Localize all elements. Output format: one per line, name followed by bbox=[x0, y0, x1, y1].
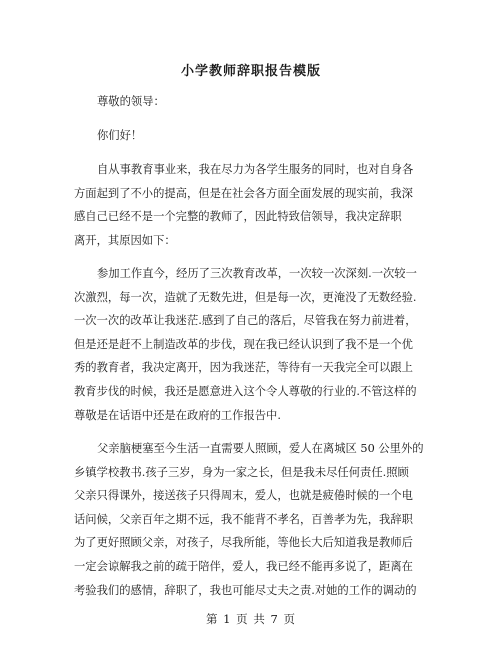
paragraph-line: 但是还是赶不上制造改革的步伐，现在我已经认识到了我不是一个优 bbox=[74, 337, 413, 351]
paragraph-line: 为了更好照顾父亲，对孩子，尽我所能，等他长大后知道我是教师后 bbox=[74, 536, 413, 550]
document-title: 小学教师辞职报告模版 bbox=[180, 64, 321, 79]
paragraph-line: 父亲脑梗塞至今生活一直需要人照顾，爱人在离城区 50 公里外的 bbox=[97, 442, 424, 455]
paragraph-line: 话问候，父亲百年之期不远，我不能背不孝名，百善孝为先，我辞职 bbox=[74, 512, 413, 526]
paragraph-line: 乡镇学校教书.孩子三岁，身为一家之长，但是我未尽任何责任.照顾 bbox=[74, 465, 409, 479]
paragraph-line: 自从事教育事业来，我在尽力为各学生服务的同时，也对自身各 bbox=[97, 163, 414, 176]
paragraph-line: 方面起到了不小的提高，但是在社会各方面全面发展的现实前，我深 bbox=[74, 186, 413, 200]
paragraph-line: 离开，其原因如下： bbox=[74, 233, 176, 247]
paragraph-line: 考验我们的感情，辞职了，我也可能尽丈夫之责.对她的工作的调动的 bbox=[74, 583, 417, 597]
paragraph-line: 感自己已经不是一个完整的教师了，因此特致信领导，我决定辞职 bbox=[74, 210, 402, 224]
greeting bbox=[74, 124, 434, 148]
salutation bbox=[74, 90, 434, 114]
paragraph-1 bbox=[74, 158, 434, 252]
paragraph-line: 秀的教育者，我决定离开，因为我迷茫，等待有一天我完全可以跟上 bbox=[74, 361, 413, 375]
paragraph-line: 尊敬是在话语中还是在政府的工作报告中. bbox=[74, 408, 281, 422]
paragraph-line: 一次一次的改革让我迷茫.感到了自己的落后，尽管我在努力前进着， bbox=[74, 314, 417, 328]
paragraph-2 bbox=[74, 262, 434, 427]
paragraph-line: 父亲只得课外，接送孩子只得周末，爱人，也就是疲倦时候的一个电 bbox=[74, 489, 413, 503]
paragraph-line: 参加工作直今，经历了三次教育改革，一次较一次深刻.一次较一 bbox=[97, 267, 417, 280]
greeting-text: 你们好！ bbox=[97, 129, 143, 142]
salutation-text: 尊敬的领导： bbox=[97, 95, 165, 108]
paragraph-line: 一定会谅解我之前的疏于陪伴，爱人，我已经不能再多说了，距离在 bbox=[74, 559, 413, 573]
paragraph-line: 次激烈，每一次，造就了无数先进，但是每一次，更淹没了无数经验. bbox=[74, 290, 417, 304]
paragraph-line: 教育步伐的时候，我还是愿意进入这个令人尊敬的行业的.不管这样的 bbox=[74, 384, 417, 398]
paragraph-3 bbox=[74, 437, 434, 602]
page-number: 第 1 页 共 7 页 bbox=[206, 612, 296, 626]
